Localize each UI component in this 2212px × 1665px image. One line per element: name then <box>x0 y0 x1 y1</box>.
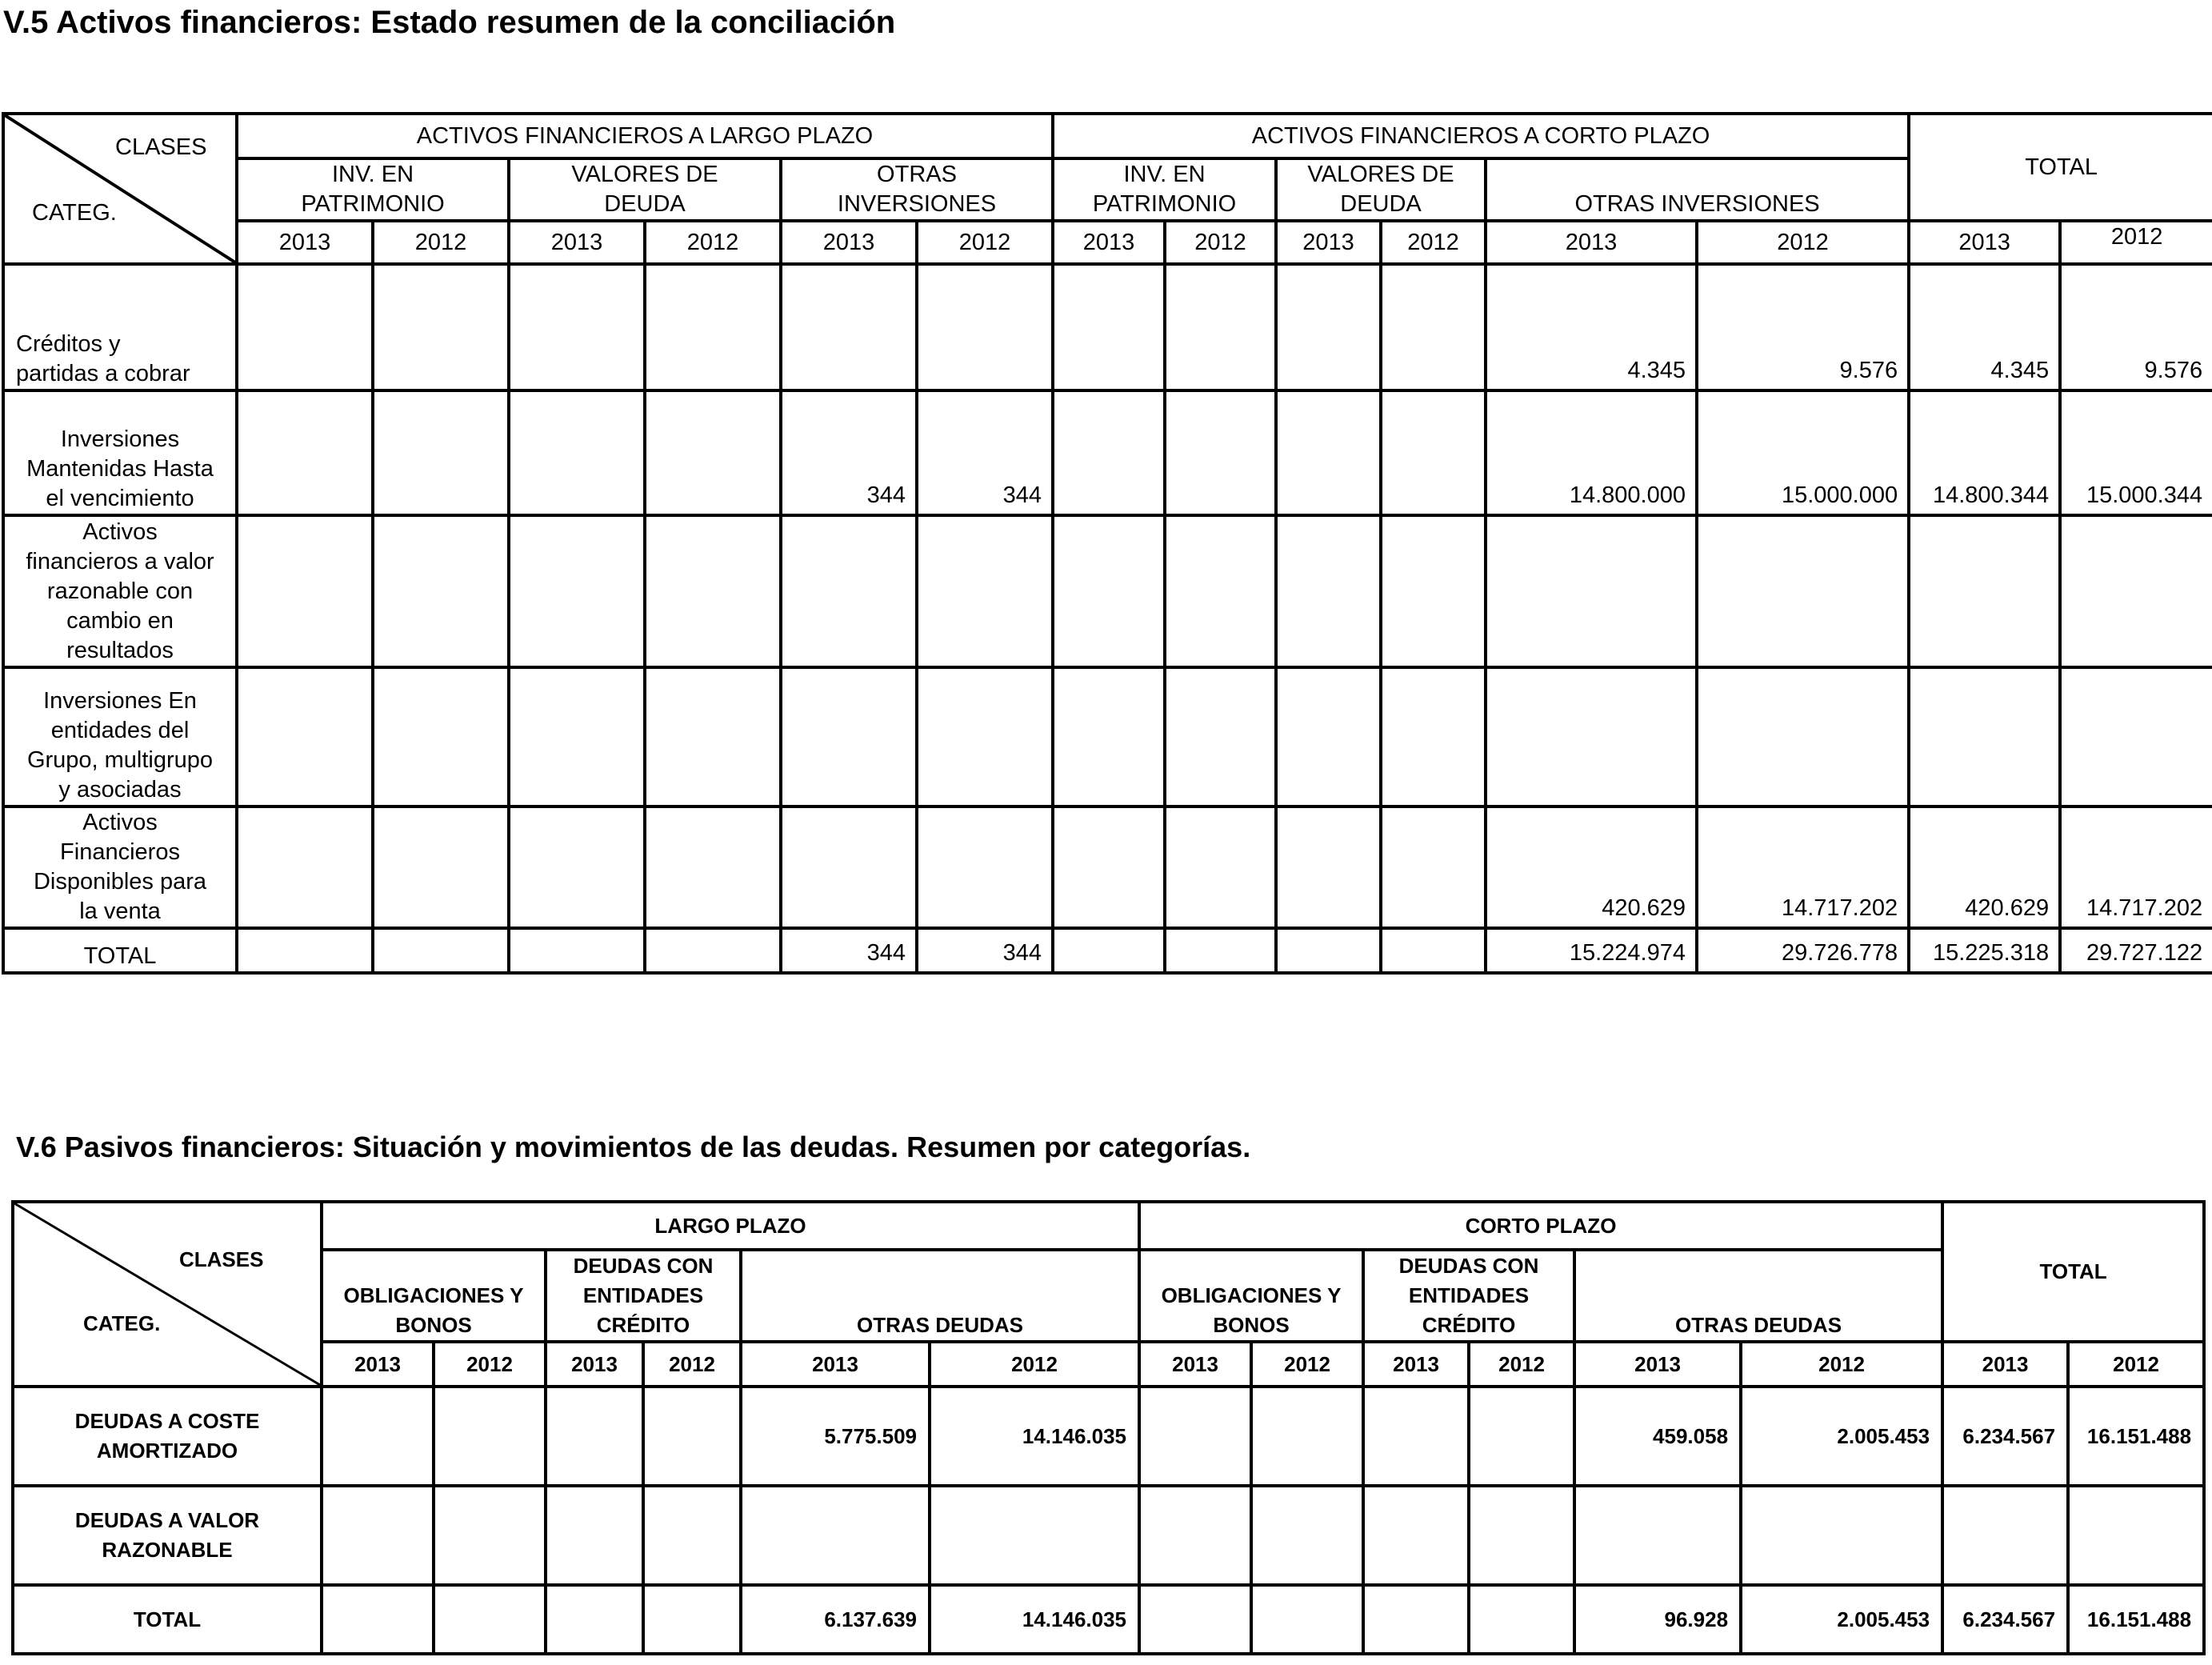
year-2013: 2013 <box>509 221 645 264</box>
cell-value: 29.726.778 <box>1697 928 1909 973</box>
row-label-coste-amortizado: DEUDAS A COSTE AMORTIZADO <box>13 1387 322 1486</box>
cell-value: 14.146.035 <box>930 1387 1139 1486</box>
cell-value: 14.800.000 <box>1486 390 1697 515</box>
year-2012: 2012 <box>373 221 509 264</box>
corto-plazo-header: CORTO PLAZO <box>1139 1202 1942 1250</box>
largo-plazo-header: LARGO PLAZO <box>322 1202 1139 1250</box>
cell-value: 2.005.453 <box>1741 1387 1942 1486</box>
section-1-title: V.5 Activos financieros: Estado resumen de la conciliación <box>3 5 896 40</box>
year-2012: 2012 <box>1251 1342 1363 1387</box>
cell-value: 4.345 <box>1486 264 1697 390</box>
year-2013: 2013 <box>546 1342 643 1387</box>
categ-label: CATEG. <box>83 1311 161 1335</box>
cell-value: 420.629 <box>1909 806 2060 928</box>
year-2013: 2013 <box>1486 221 1697 264</box>
corto-plazo-header: ACTIVOS FINANCIEROS A CORTO PLAZO <box>1053 114 1909 158</box>
diagonal-line <box>14 1203 320 1385</box>
otras-inversiones-corto-header: OTRAS INVERSIONES <box>1486 158 1909 221</box>
year-2012: 2012 <box>434 1342 546 1387</box>
corner-header <box>3 114 237 264</box>
deudas-entidades-corto-header: DEUDAS CON ENTIDADES CRÉDITO <box>1363 1250 1574 1342</box>
year-2013: 2013 <box>1909 221 2060 264</box>
year-2013: 2013 <box>322 1342 434 1387</box>
cell-value: 344 <box>781 390 917 515</box>
year-2012: 2012 <box>930 1342 1139 1387</box>
year-2013: 2013 <box>1053 221 1165 264</box>
cell-value: 6.137.639 <box>741 1585 930 1654</box>
cell-value: 16.151.488 <box>2068 1387 2204 1486</box>
row-label-valor-razonable: Activos financieros a valor razonable con cambio en resultados <box>3 515 237 667</box>
total-row <box>3 928 2212 973</box>
table-row <box>3 806 2212 928</box>
year-2013: 2013 <box>781 221 917 264</box>
table-row <box>13 1486 2204 1585</box>
otras-deudas-corto-header: OTRAS DEUDAS <box>1574 1250 1942 1342</box>
cell-value: 15.000.000 <box>1697 390 1909 515</box>
cell-value: 9.576 <box>1697 264 1909 390</box>
cell-value: 14.717.202 <box>1697 806 1909 928</box>
clases-label: CLASES <box>115 134 207 160</box>
cell-value: 5.775.509 <box>741 1387 930 1486</box>
row-label-total: TOTAL <box>13 1585 322 1654</box>
table-row <box>3 515 2212 667</box>
otras-deudas-largo-header: OTRAS DEUDAS <box>741 1250 1139 1342</box>
year-2013: 2013 <box>741 1342 930 1387</box>
cell-value: 344 <box>917 928 1053 973</box>
cell-value: 15.000.344 <box>2060 390 2212 515</box>
year-2012: 2012 <box>1165 221 1276 264</box>
inv-patrimonio-corto-header: INV. EN PATRIMONIO <box>1053 158 1276 221</box>
year-2013: 2013 <box>237 221 373 264</box>
year-2013: 2013 <box>1574 1342 1741 1387</box>
corner-header <box>13 1202 322 1387</box>
year-2012: 2012 <box>645 221 781 264</box>
obligaciones-largo-header: OBLIGACIONES Y BONOS <box>322 1250 546 1342</box>
obligaciones-corto-header: OBLIGACIONES Y BONOS <box>1139 1250 1363 1342</box>
table-row <box>3 390 2212 515</box>
total-header: TOTAL <box>1909 114 2212 221</box>
row-label-total: TOTAL <box>3 928 237 973</box>
deudas-entidades-largo-header: DEUDAS CON ENTIDADES CRÉDITO <box>546 1250 741 1342</box>
year-2012: 2012 <box>1697 221 1909 264</box>
cell-value: 344 <box>917 390 1053 515</box>
year-2013: 2013 <box>1139 1342 1251 1387</box>
inv-patrimonio-largo-header: INV. EN PATRIMONIO <box>237 158 509 221</box>
year-2013: 2013 <box>1942 1342 2068 1387</box>
year-2012: 2012 <box>643 1342 741 1387</box>
table-row <box>3 667 2212 806</box>
cell-value: 14.717.202 <box>2060 806 2212 928</box>
year-2012: 2012 <box>1381 221 1486 264</box>
row-label-disponibles: Activos Financieros Disponibles para la venta <box>3 806 237 928</box>
cell-value: 15.225.318 <box>1909 928 2060 973</box>
valores-deuda-largo-header: VALORES DE DEUDA <box>509 158 781 221</box>
table-row <box>3 264 2212 390</box>
activos-financieros-table <box>2 112 2212 975</box>
cell-value: 15.224.974 <box>1486 928 1697 973</box>
cell-value: 459.058 <box>1574 1387 1741 1486</box>
year-row <box>13 1342 2204 1387</box>
categ-label: CATEG. <box>32 200 117 226</box>
largo-plazo-header: ACTIVOS FINANCIEROS A LARGO PLAZO <box>237 114 1053 158</box>
cell-value: 420.629 <box>1486 806 1697 928</box>
row-label-grupo: Inversiones En entidades del Grupo, multigrupo y asociadas <box>3 667 237 806</box>
cell-value: 6.234.567 <box>1942 1585 2068 1654</box>
pasivos-financieros-table <box>11 1200 2206 1655</box>
year-row <box>3 221 2212 264</box>
year-2013: 2013 <box>1276 221 1381 264</box>
cell-value: 16.151.488 <box>2068 1585 2204 1654</box>
year-2012: 2012 <box>1741 1342 1942 1387</box>
year-2012: 2012 <box>917 221 1053 264</box>
valores-deuda-corto-header: VALORES DE DEUDA <box>1276 158 1486 221</box>
cell-value: 6.234.567 <box>1942 1387 2068 1486</box>
table-row <box>13 1387 2204 1486</box>
year-2012: 2012 <box>1469 1342 1574 1387</box>
cell-value: 4.345 <box>1909 264 2060 390</box>
cell-value: 2.005.453 <box>1741 1585 1942 1654</box>
cell-value: 9.576 <box>2060 264 2212 390</box>
cell-value: 29.727.122 <box>2060 928 2212 973</box>
clases-label: CLASES <box>179 1247 264 1271</box>
section-2-title: V.6 Pasivos financieros: Situación y movimientos de las deudas. Resumen por categorías. <box>16 1131 1251 1163</box>
year-2012: 2012 <box>2068 1342 2204 1387</box>
cell-value: 96.928 <box>1574 1585 1741 1654</box>
row-label-creditos: Créditos y partidas a cobrar <box>3 264 237 390</box>
year-2012: 2012 <box>2060 221 2212 264</box>
total-row <box>13 1585 2204 1654</box>
cell-value: 14.800.344 <box>1909 390 2060 515</box>
otras-inversiones-largo-header: OTRAS INVERSIONES <box>781 158 1053 221</box>
cell-value: 344 <box>781 928 917 973</box>
row-label-valor-razonable: DEUDAS A VALOR RAZONABLE <box>13 1486 322 1585</box>
year-2013: 2013 <box>1363 1342 1469 1387</box>
cell-value: 14.146.035 <box>930 1585 1139 1654</box>
total-header: TOTAL <box>1942 1202 2204 1342</box>
row-label-mantenidas: Inversiones Mantenidas Hasta el vencimiento <box>3 390 237 515</box>
